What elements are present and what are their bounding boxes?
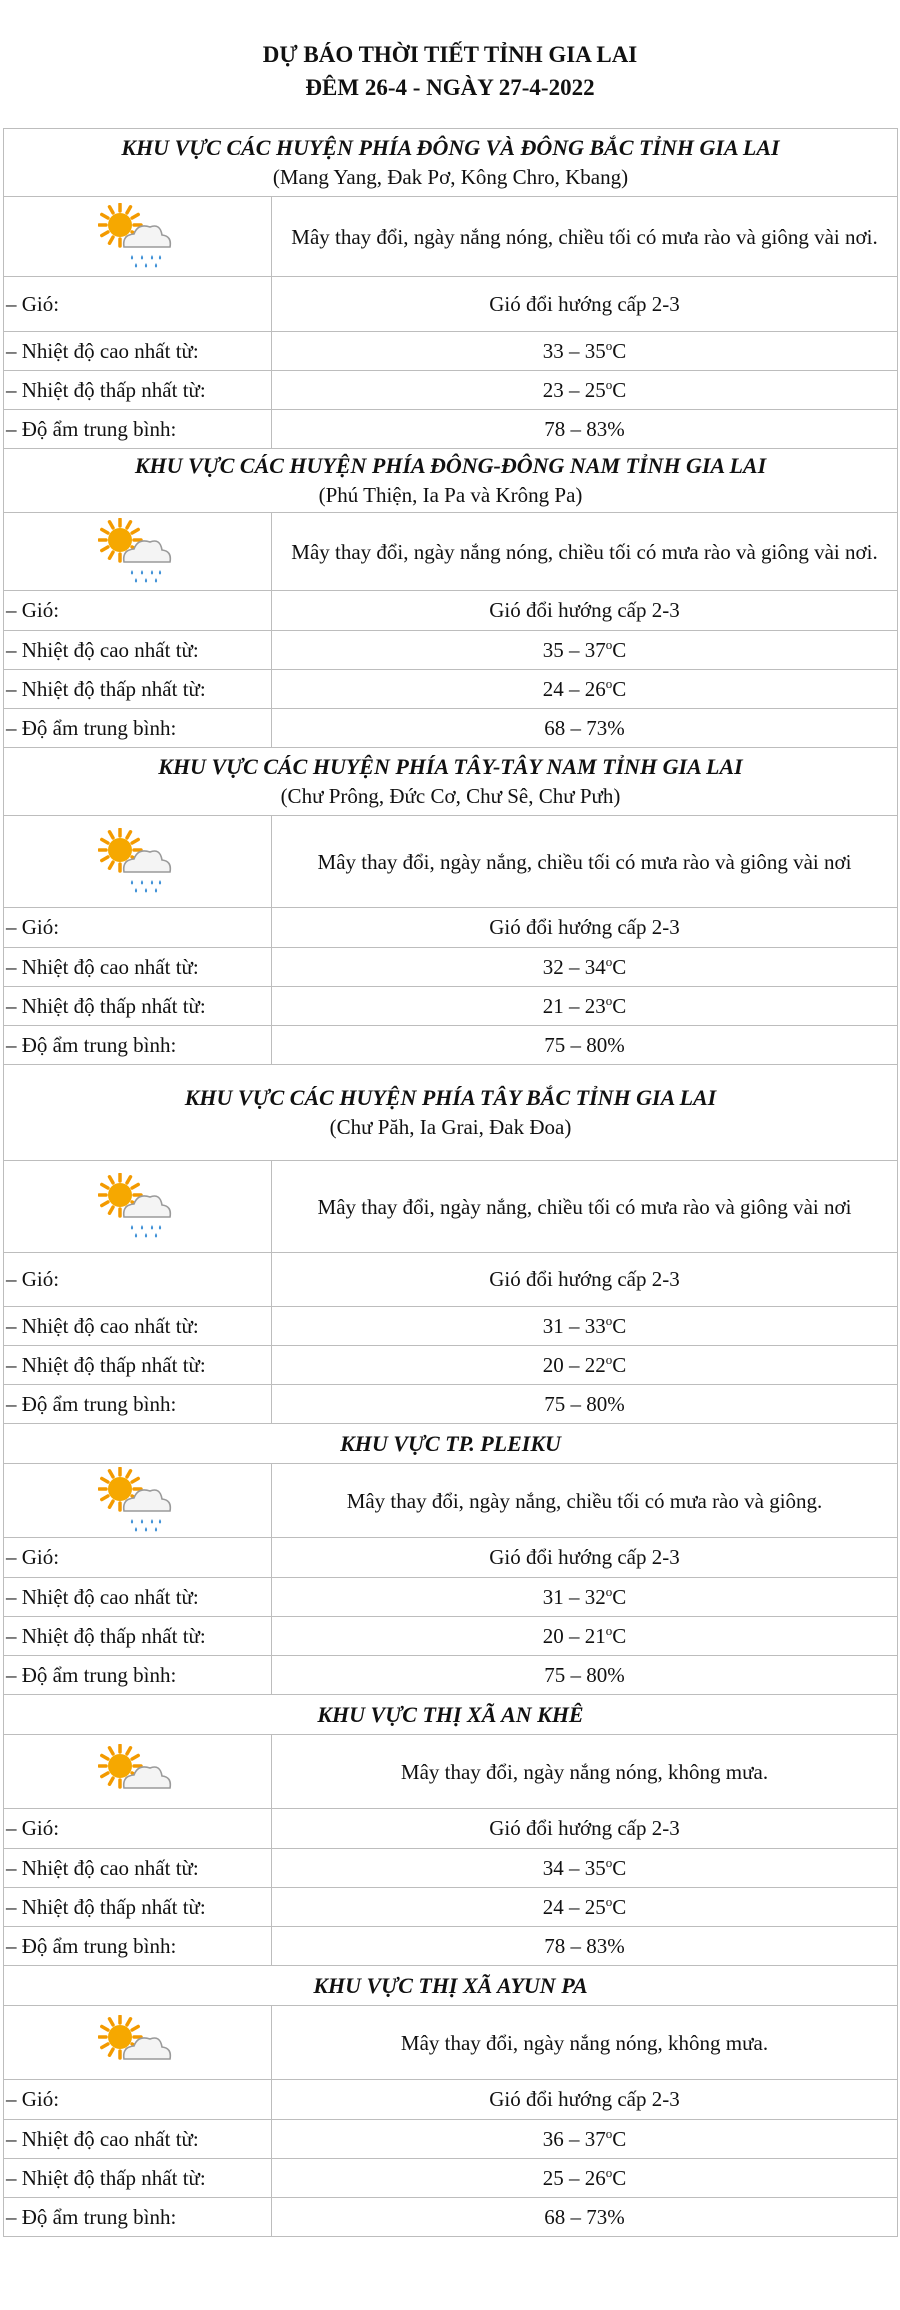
- wind-range: Gió đổi hướng cấp 2-3: [489, 291, 680, 316]
- max-temperature-range: 36 – 37: [542, 2126, 606, 2151]
- weather-icon-cell: [4, 513, 272, 591]
- humidity-row: [4, 410, 898, 449]
- wind-row: [4, 1538, 898, 1578]
- max-temperature-label: – Nhiệt độ cao nhất từ:: [4, 1307, 272, 1346]
- humidity-label: – Độ ẩm trung bình:: [4, 709, 272, 748]
- min-temperature-range: 23 – 25: [542, 377, 606, 402]
- wind-row: [4, 2080, 898, 2120]
- forecast-table: [3, 128, 898, 2237]
- max-temperature-value: [272, 1849, 898, 1888]
- min-temperature-range: 25 – 26: [542, 2165, 606, 2190]
- max-temperature-value: [272, 631, 898, 670]
- sun-cloud-icon: [98, 2015, 178, 2071]
- humidity-value: [272, 1385, 898, 1424]
- title-line-1: DỰ BÁO THỜI TIẾT TỈNH GIA LAI: [262, 42, 638, 67]
- humidity-range: 75 – 80%: [544, 1391, 625, 1416]
- weather-icon-cell: [4, 2006, 272, 2080]
- wind-label: – Gió:: [4, 2080, 272, 2120]
- region-header-row: [4, 1966, 898, 2006]
- humidity-value: [272, 1927, 898, 1966]
- humidity-value: [272, 410, 898, 449]
- degree-mark: o: [605, 1854, 613, 1870]
- min-temperature-label: – Nhiệt độ thấp nhất từ:: [4, 1617, 272, 1656]
- degree-mark: o: [605, 1583, 613, 1599]
- humidity-range: 78 – 83%: [544, 1933, 625, 1958]
- region-header: [4, 1424, 898, 1464]
- min-temperature-value: [272, 987, 898, 1026]
- min-temperature-label: – Nhiệt độ thấp nhất từ:: [4, 1888, 272, 1927]
- humidity-row: [4, 2198, 898, 2237]
- min-temperature-row: [4, 670, 898, 709]
- humidity-range: 78 – 83%: [544, 416, 625, 441]
- max-temperature-range: 35 – 37: [542, 637, 606, 662]
- max-temperature-value: [272, 2120, 898, 2159]
- weather-description: Mây thay đổi, ngày nắng nóng, chiều tối có mưa rào và giông vài nơi.: [272, 513, 898, 591]
- degree-mark: o: [605, 1312, 613, 1328]
- humidity-value: [272, 2198, 898, 2237]
- page-title: [0, 38, 900, 104]
- sun-cloud-rain-icon: [98, 518, 178, 586]
- wind-label: – Gió:: [4, 1253, 272, 1307]
- degree-mark: o: [605, 636, 613, 652]
- wind-range: Gió đổi hướng cấp 2-3: [489, 598, 680, 622]
- min-temperature-value: [272, 1888, 898, 1927]
- region-title: KHU VỰC CÁC HUYỆN PHÍA TÂY-TÂY NAM TỈNH GIA LAI: [158, 754, 743, 779]
- celsius-unit: C: [612, 377, 627, 402]
- min-temperature-value: [272, 1346, 898, 1385]
- min-temperature-value: [272, 371, 898, 410]
- condition-row: [4, 2006, 898, 2080]
- wind-label: – Gió:: [4, 1809, 272, 1849]
- celsius-unit: C: [612, 1894, 627, 1919]
- wind-value: [272, 908, 898, 948]
- weather-description: Mây thay đổi, ngày nắng nóng, chiều tối có mưa rào và giông vài nơi.: [272, 197, 898, 277]
- humidity-label: – Độ ẩm trung bình:: [4, 410, 272, 449]
- wind-value: [272, 1253, 898, 1307]
- wind-row: [4, 908, 898, 948]
- max-temperature-value: [272, 1307, 898, 1346]
- max-temperature-range: 34 – 35: [542, 1855, 606, 1880]
- max-temperature-range: 31 – 32: [542, 1584, 606, 1609]
- min-temperature-label: – Nhiệt độ thấp nhất từ:: [4, 670, 272, 709]
- wind-range: Gió đổi hướng cấp 2-3: [489, 1816, 680, 1840]
- weather-description: Mây thay đổi, ngày nắng nóng, không mưa.: [272, 1735, 898, 1809]
- celsius-unit: C: [612, 1623, 627, 1648]
- wind-value: [272, 1538, 898, 1578]
- region-subtitle: (Chư Păh, Ia Grai, Đak Đoa): [329, 1115, 572, 1139]
- wind-range: Gió đổi hướng cấp 2-3: [489, 1545, 680, 1569]
- wind-label: – Gió:: [4, 1538, 272, 1578]
- humidity-value: [272, 1656, 898, 1695]
- humidity-range: 75 – 80%: [544, 1032, 625, 1057]
- humidity-row: [4, 1927, 898, 1966]
- region-header: [4, 129, 898, 197]
- max-temperature-value: [272, 948, 898, 987]
- weather-icon-cell: [4, 1735, 272, 1809]
- celsius-unit: C: [612, 1352, 627, 1377]
- weather-description: Mây thay đổi, ngày nắng, chiều tối có mưa rào và giông vài nơi: [272, 1161, 898, 1253]
- degree-mark: o: [605, 337, 613, 353]
- min-temperature-label: – Nhiệt độ thấp nhất từ:: [4, 2159, 272, 2198]
- degree-mark: o: [605, 376, 613, 392]
- max-temperature-row: [4, 948, 898, 987]
- celsius-unit: C: [612, 637, 627, 662]
- wind-value: [272, 591, 898, 631]
- min-temperature-value: [272, 670, 898, 709]
- min-temperature-range: 21 – 23: [542, 993, 606, 1018]
- degree-mark: o: [605, 1893, 613, 1909]
- wind-value: [272, 1809, 898, 1849]
- celsius-unit: C: [612, 2165, 627, 2190]
- degree-mark: o: [605, 1351, 613, 1367]
- sun-cloud-rain-icon: [98, 828, 178, 896]
- wind-value: [272, 2080, 898, 2120]
- region-title: KHU VỰC CÁC HUYỆN PHÍA ĐÔNG VÀ ĐÔNG BẮC TỈNH GIA LAI: [121, 135, 780, 160]
- humidity-range: 68 – 73%: [544, 2204, 625, 2229]
- region-title: KHU VỰC CÁC HUYỆN PHÍA TÂY BẮC TỈNH GIA LAI: [184, 1085, 717, 1110]
- min-temperature-label: – Nhiệt độ thấp nhất từ:: [4, 371, 272, 410]
- min-temperature-range: 24 – 25: [542, 1894, 606, 1919]
- celsius-unit: C: [612, 993, 627, 1018]
- min-temperature-value: [272, 1617, 898, 1656]
- weather-description: Mây thay đổi, ngày nắng, chiều tối có mưa rào và giông vài nơi: [272, 816, 898, 908]
- region-header: [4, 1966, 898, 2006]
- celsius-unit: C: [612, 1584, 627, 1609]
- max-temperature-label: – Nhiệt độ cao nhất từ:: [4, 1578, 272, 1617]
- humidity-range: 75 – 80%: [544, 1662, 625, 1687]
- region-header-row: [4, 748, 898, 816]
- sun-cloud-rain-icon: [98, 1173, 178, 1241]
- condition-row: [4, 513, 898, 591]
- max-temperature-row: [4, 332, 898, 371]
- humidity-label: – Độ ẩm trung bình:: [4, 1656, 272, 1695]
- max-temperature-label: – Nhiệt độ cao nhất từ:: [4, 332, 272, 371]
- region-title: KHU VỰC THỊ XÃ AYUN PA: [313, 1972, 588, 1998]
- min-temperature-row: [4, 987, 898, 1026]
- wind-range: Gió đổi hướng cấp 2-3: [489, 1267, 680, 1291]
- region-subtitle: (Mang Yang, Đak Pơ, Kông Chro, Kbang): [272, 165, 629, 189]
- celsius-unit: C: [612, 954, 627, 979]
- wind-label: – Gió:: [4, 908, 272, 948]
- degree-mark: o: [605, 992, 613, 1008]
- wind-range: Gió đổi hướng cấp 2-3: [489, 2087, 680, 2111]
- min-temperature-value: [272, 2159, 898, 2198]
- humidity-label: – Độ ẩm trung bình:: [4, 1927, 272, 1966]
- sun-cloud-rain-icon: [98, 1467, 178, 1535]
- humidity-row: [4, 1656, 898, 1695]
- humidity-value: [272, 709, 898, 748]
- max-temperature-label: – Nhiệt độ cao nhất từ:: [4, 2120, 272, 2159]
- celsius-unit: C: [612, 338, 627, 363]
- condition-row: [4, 1161, 898, 1253]
- wind-label: – Gió:: [4, 591, 272, 631]
- max-temperature-label: – Nhiệt độ cao nhất từ:: [4, 631, 272, 670]
- wind-value: [272, 277, 898, 332]
- wind-row: [4, 591, 898, 631]
- weather-icon-cell: [4, 1161, 272, 1253]
- min-temperature-row: [4, 1888, 898, 1927]
- region-subtitle: (Phú Thiện, Ia Pa và Krông Pa): [318, 483, 583, 507]
- region-header: [4, 1695, 898, 1735]
- max-temperature-value: [272, 332, 898, 371]
- weather-icon-cell: [4, 197, 272, 277]
- degree-mark: o: [605, 1622, 613, 1638]
- max-temperature-row: [4, 1849, 898, 1888]
- min-temperature-row: [4, 1346, 898, 1385]
- humidity-range: 68 – 73%: [544, 715, 625, 740]
- condition-row: [4, 816, 898, 908]
- sun-cloud-icon: [98, 1744, 178, 1800]
- weather-icon-cell: [4, 816, 272, 908]
- wind-row: [4, 277, 898, 332]
- celsius-unit: C: [612, 676, 627, 701]
- condition-row: [4, 1735, 898, 1809]
- wind-row: [4, 1809, 898, 1849]
- humidity-label: – Độ ẩm trung bình:: [4, 2198, 272, 2237]
- min-temperature-range: 20 – 22: [542, 1352, 606, 1377]
- max-temperature-label: – Nhiệt độ cao nhất từ:: [4, 948, 272, 987]
- region-header-row: [4, 1695, 898, 1735]
- condition-row: [4, 1464, 898, 1538]
- max-temperature-value: [272, 1578, 898, 1617]
- humidity-label: – Độ ẩm trung bình:: [4, 1026, 272, 1065]
- condition-row: [4, 197, 898, 277]
- region-header-row: [4, 129, 898, 197]
- max-temperature-range: 33 – 35: [542, 338, 606, 363]
- degree-mark: o: [605, 675, 613, 691]
- region-header: [4, 748, 898, 816]
- region-subtitle: (Chư Prông, Đức Cơ, Chư Sê, Chư Pưh): [280, 784, 621, 808]
- region-title: KHU VỰC TP. PLEIKU: [340, 1430, 561, 1456]
- celsius-unit: C: [612, 1855, 627, 1880]
- max-temperature-row: [4, 2120, 898, 2159]
- humidity-row: [4, 1026, 898, 1065]
- humidity-value: [272, 1026, 898, 1065]
- min-temperature-row: [4, 371, 898, 410]
- degree-mark: o: [605, 2164, 613, 2180]
- max-temperature-row: [4, 631, 898, 670]
- max-temperature-range: 32 – 34: [542, 954, 606, 979]
- weather-icon-cell: [4, 1464, 272, 1538]
- max-temperature-row: [4, 1578, 898, 1617]
- max-temperature-row: [4, 1307, 898, 1346]
- celsius-unit: C: [612, 1313, 627, 1338]
- min-temperature-label: – Nhiệt độ thấp nhất từ:: [4, 987, 272, 1026]
- humidity-row: [4, 1385, 898, 1424]
- wind-row: [4, 1253, 898, 1307]
- wind-label: – Gió:: [4, 277, 272, 332]
- max-temperature-range: 31 – 33: [542, 1313, 606, 1338]
- region-header-row: [4, 449, 898, 513]
- region-title: KHU VỰC THỊ XÃ AN KHÊ: [317, 1701, 584, 1727]
- title-line-2: ĐÊM 26-4 - NGÀY 27-4-2022: [305, 75, 595, 100]
- min-temperature-range: 20 – 21: [542, 1623, 606, 1648]
- celsius-unit: C: [612, 2126, 627, 2151]
- min-temperature-row: [4, 2159, 898, 2198]
- min-temperature-label: – Nhiệt độ thấp nhất từ:: [4, 1346, 272, 1385]
- region-title: KHU VỰC CÁC HUYỆN PHÍA ĐÔNG-ĐÔNG NAM TỈNH GIA LAI: [134, 453, 767, 478]
- degree-mark: o: [605, 953, 613, 969]
- humidity-row: [4, 709, 898, 748]
- wind-range: Gió đổi hướng cấp 2-3: [489, 915, 680, 939]
- region-header: [4, 1065, 898, 1161]
- region-header-row: [4, 1065, 898, 1161]
- weather-description: Mây thay đổi, ngày nắng, chiều tối có mưa rào và giông.: [272, 1464, 898, 1538]
- humidity-label: – Độ ẩm trung bình:: [4, 1385, 272, 1424]
- degree-mark: o: [605, 2125, 613, 2141]
- region-header: [4, 449, 898, 513]
- min-temperature-row: [4, 1617, 898, 1656]
- region-header-row: [4, 1424, 898, 1464]
- sun-cloud-rain-icon: [98, 203, 178, 271]
- max-temperature-label: – Nhiệt độ cao nhất từ:: [4, 1849, 272, 1888]
- weather-description: Mây thay đổi, ngày nắng nóng, không mưa.: [272, 2006, 898, 2080]
- min-temperature-range: 24 – 26: [542, 676, 606, 701]
